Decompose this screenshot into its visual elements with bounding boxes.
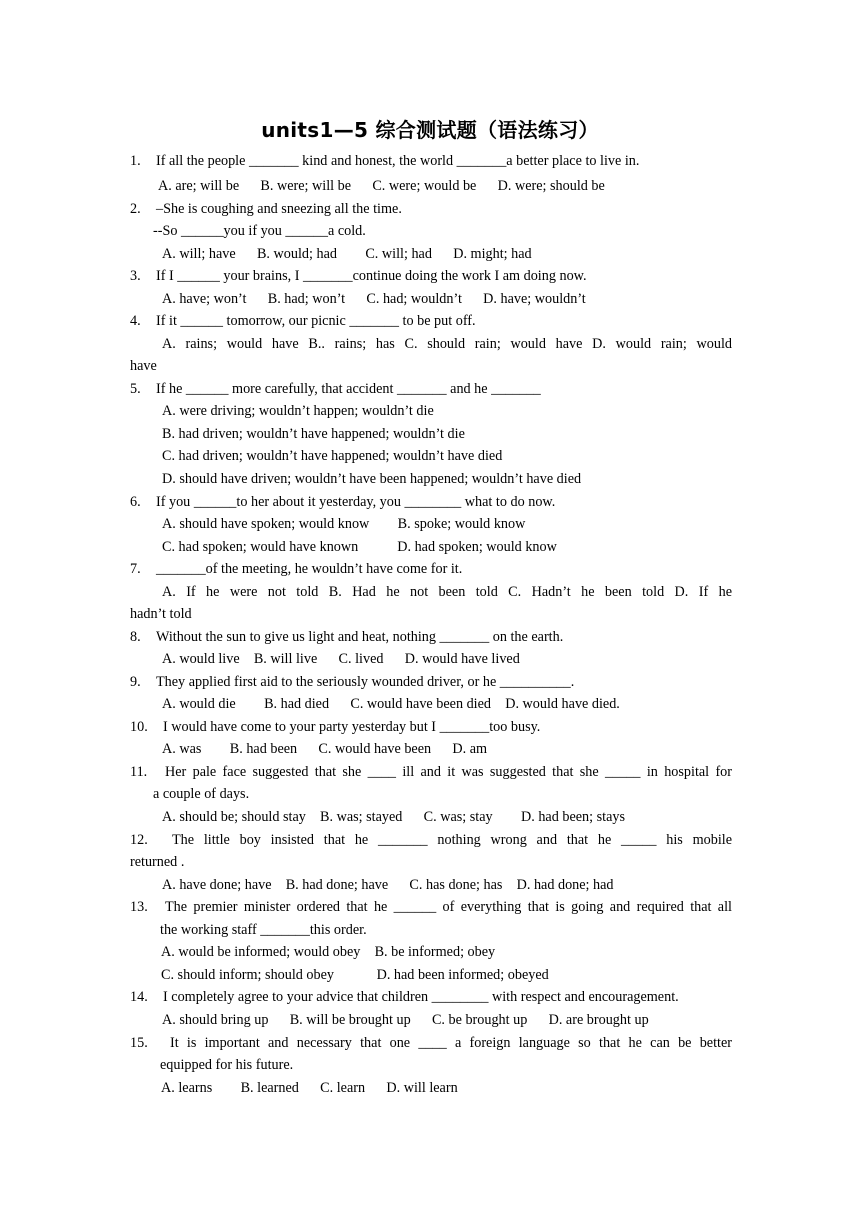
question-stem: If it ______ tomorrow, our picnic _______ to be put off.	[156, 313, 476, 329]
page-title: units1—5 综合测试题（语法练习）	[261, 118, 599, 142]
question-number: 14.	[130, 989, 148, 1005]
option-line: C. should inform; should obey D. had been informed; obeyed	[161, 967, 549, 983]
question-stem: If you ______to her about it yesterday, you ________ what to do now.	[156, 494, 556, 510]
question-options: A. are; will be B. were; will be C. were; would be D. were; should be	[158, 178, 605, 194]
question-number: 3.	[130, 268, 141, 284]
question-options: A. If he were not told B. Had he not been told C. Hadn’t he been told D. If he	[162, 584, 732, 600]
option-line: C. had spoken; would have known D. had spoken; would know	[162, 539, 557, 555]
question-number: 4.	[130, 313, 141, 329]
question-number: 13.	[130, 899, 148, 915]
question-stem: I would have come to your party yesterday but I _______too busy.	[163, 719, 541, 735]
question-stem-cont: equipped for his future.	[160, 1057, 294, 1073]
option-line: A. would be informed; would obey B. be informed; obey	[161, 944, 496, 960]
option-c: C. had driven; wouldn’t have happened; wouldn’t have died	[162, 448, 503, 464]
question-options: A. have done; have B. had done; have C. has done; has D. had done; had	[162, 877, 614, 893]
question-number: 12.	[130, 832, 148, 848]
question-stem-cont: --So ______you if you ______a cold.	[153, 223, 366, 239]
question-number: 15.	[130, 1035, 148, 1051]
question-stem: If all the people _______ kind and honest, the world _______a better place to live in.	[156, 153, 640, 169]
question-stem: It is important and necessary that one ____ a foreign language so that he can be better	[170, 1035, 732, 1051]
question-options: A. will; have B. would; had C. will; had D. might; had	[162, 246, 532, 262]
option-b: B. had driven; wouldn’t have happened; wouldn’t die	[162, 426, 465, 442]
question-stem: _______of the meeting, he wouldn’t have come for it.	[156, 561, 463, 577]
question-options: A. was B. had been C. would have been D. am	[162, 741, 488, 757]
question-options-cont: have	[130, 358, 157, 374]
question-stem: They applied first aid to the seriously wounded driver, or he __________.	[156, 674, 575, 690]
question-options: A. should be; should stay B. was; stayed C. was; stay D. had been; stays	[162, 809, 626, 825]
question-number: 7.	[130, 561, 141, 577]
question-options: A. should bring up B. will be brought up C. be brought up D. are brought up	[162, 1012, 649, 1028]
question-options: A. would live B. will live C. lived D. would have lived	[162, 651, 520, 667]
question-options: A. have; won’t B. had; won’t C. had; wouldn’t D. have; wouldn’t	[162, 291, 586, 307]
question-number: 10.	[130, 719, 148, 735]
option-d: D. should have driven; wouldn’t have been happened; wouldn’t have died	[162, 471, 582, 487]
question-number: 1.	[130, 153, 141, 169]
question-number: 6.	[130, 494, 141, 510]
question-number: 9.	[130, 674, 141, 690]
question-stem: –She is coughing and sneezing all the time.	[156, 201, 402, 217]
question-number: 5.	[130, 381, 141, 397]
question-options: A. learns B. learned C. learn D. will learn	[161, 1080, 458, 1096]
question-stem-cont: returned .	[130, 854, 185, 870]
question-stem-cont: the working staff _______this order.	[160, 922, 367, 938]
option-line: A. should have spoken; would know B. spoke; would know	[162, 516, 526, 532]
question-stem: The premier minister ordered that he ______ of everything that is going and required that all	[165, 899, 732, 915]
question-stem: If he ______ more carefully, that accident _______ and he _______	[156, 381, 541, 397]
question-stem: Her pale face suggested that she ____ ill and it was suggested that she _____ in hospital for	[165, 764, 732, 780]
question-options-cont: hadn’t told	[130, 606, 192, 622]
question-stem: The little boy insisted that he _______ nothing wrong and that he _____ his mobile	[172, 832, 732, 848]
question-options: A. rains; would have B.. rains; has C. should rain; would have D. would rain; would	[162, 336, 732, 352]
option-a: A. were driving; wouldn’t happen; wouldn’t die	[162, 403, 434, 419]
question-number: 11.	[130, 764, 148, 780]
question-stem: I completely agree to your advice that children ________ with respect and encouragement.	[163, 989, 679, 1005]
question-number: 8.	[130, 629, 141, 645]
question-number: 2.	[130, 201, 141, 217]
question-options: A. would die B. had died C. would have been died D. would have died.	[162, 696, 620, 712]
question-stem: If I ______ your brains, I _______continue doing the work I am doing now.	[156, 268, 587, 284]
question-stem-cont: a couple of days.	[153, 786, 250, 802]
question-stem: Without the sun to give us light and heat, nothing _______ on the earth.	[156, 629, 564, 645]
